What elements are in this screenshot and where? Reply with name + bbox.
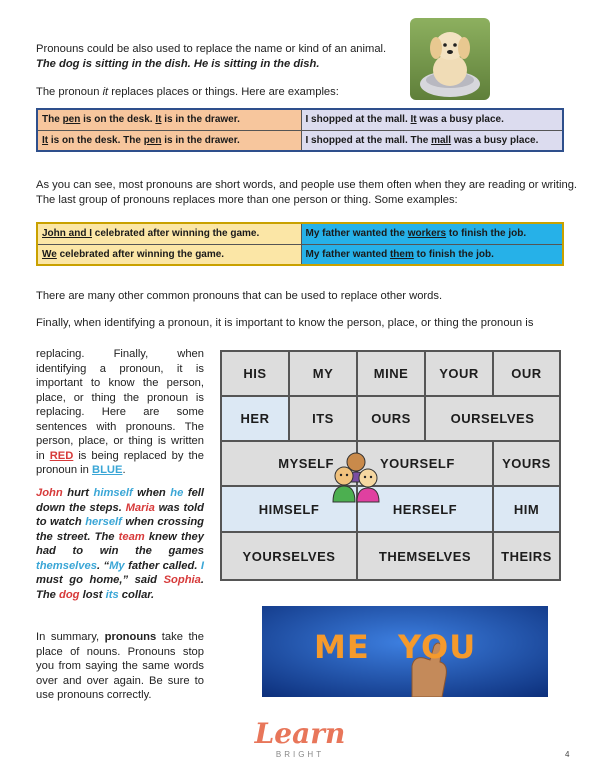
table-cell: It is on the desk. The pen is in the drawer. [37,130,301,151]
people-group-icon [328,450,384,506]
me-text: ME [314,628,370,666]
left-summary: In summary, pronouns take the place of nouns. Pronouns stop you from saying the same words over and over again. Be sure to use pronouns correctly. [36,631,204,701]
table-cell: John and I celebrated after winning the game. [37,223,301,244]
table-cell: I shopped at the mall. It was a busy place. [301,109,563,130]
table-cell: We celebrated after winning the game. [37,244,301,265]
logo-bright-text: BRIGHT [275,750,325,759]
pronoun-ours: OURS [358,397,424,440]
intro-line-1: Pronouns could be also used to replace the name or kind of an animal. [36,43,387,55]
pronoun-myself: MYSELF [222,442,356,485]
pronoun-mine: MINE [358,352,424,395]
table-row [37,130,563,151]
page-number: 4 [565,750,570,759]
pronoun-yours: YOURS [494,442,559,485]
pronoun-theirs: THEIRS [494,533,559,579]
table-row [37,109,563,130]
pronoun-himself: HIMSELF [222,487,356,531]
pronoun-yourselves: YOURSELVES [222,533,356,579]
pronoun-my: MY [290,352,356,395]
table-cell: My father wanted the workers to finish the job. [301,223,563,244]
pronoun-your: YOUR [426,352,492,395]
table-row [37,244,563,265]
me-you-image [262,606,548,697]
para-3: There are many other common pronouns that can be used to replace other words. [36,290,443,302]
intro-line-3: The pronoun it replaces places or things. Here are examples: [36,86,339,98]
para-2-line-1: As you can see, most pronouns are short words, and people use them often when they are reading or writing. [36,179,578,191]
example-table-things [36,108,564,152]
para-2-line-2: The last group of pronouns replaces more than one person or thing. Some examples: [36,194,458,206]
puppy-photo [410,18,490,100]
pronoun-themselves: THEMSELVES [358,533,492,579]
logo-learn-text: Learn [254,717,346,750]
pronoun-our: OUR [494,352,559,395]
pronoun-his: HIS [222,352,288,395]
left-paragraph-1: replacing. Finally, when identifying a pronoun, it is important to know the person, place, or thing the pronoun is replacing. Here are some sentences with pronouns. The person, place, or thing is written in RED is being replaced by the pronoun in BLUE. [36,348,204,476]
left-examples: John hurt himself when he fell down the steps. Maria was told to watch herself when crossing the street. The team knew they had to win the games themselves. “My father called. I must go home,” said Sophia. The dog lost its collar. [36,487,205,601]
table-cell: I shopped at the mall. The mall was a busy place. [301,130,563,151]
pronoun-her: HER [222,397,288,440]
pronoun-him: HIM [494,487,559,531]
you-text: YOU [398,628,477,666]
pronoun-ourselves: OURSELVES [426,397,559,440]
learn-bright-logo [240,718,360,770]
example-table-groups [36,222,564,266]
table-cell: The pen is on the desk. It is in the drawer. [37,109,301,130]
table-row [37,223,563,244]
table-cell: My father wanted them to finish the job. [301,244,563,265]
pronoun-yourself: YOURSELF [358,442,492,485]
pronoun-grid [220,350,561,581]
intro-line-2: The dog is sitting in the dish. He is sitting in the dish. [36,58,320,70]
pronoun-its: ITS [290,397,356,440]
pronoun-herself: HERSELF [358,487,492,531]
para-4: Finally, when identifying a pronoun, it is important to know the person, place, or thing the pronoun is [36,317,534,329]
